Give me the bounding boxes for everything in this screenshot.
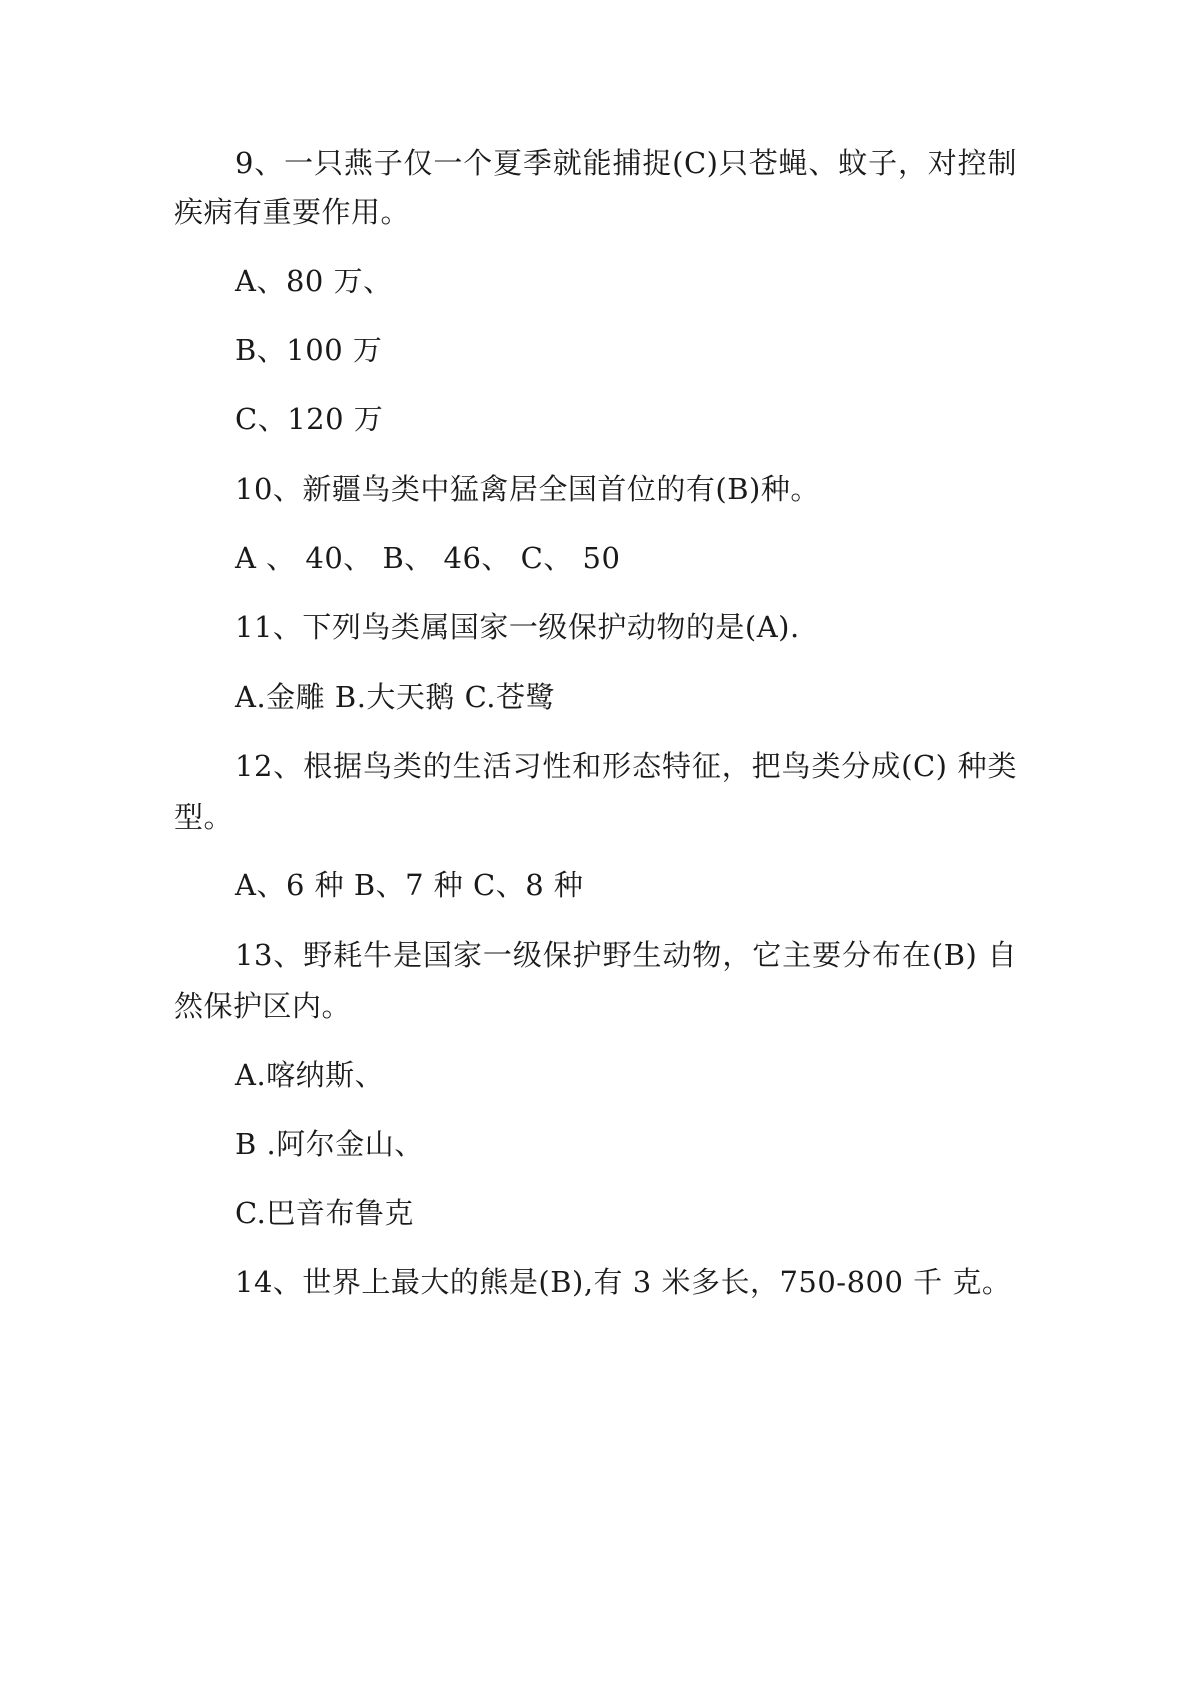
question-13-option-b: B .阿尔金山、 (235, 1127, 424, 1161)
question-13-option-a: A.喀纳斯、 (235, 1058, 385, 1092)
question-12-line-1: 12、根据鸟类的生活习性和形态特征，把鸟类分成(C) 种类 (235, 749, 1017, 783)
question-12-line-2: 型。 (174, 800, 234, 834)
question-14-line-1: 14、世界上最大的熊是(B),有 3 米多长，750-800 千 克。 (235, 1265, 1012, 1299)
question-10-line-1: 10、新疆鸟类中猛禽居全国首位的有(B)种。 (235, 472, 820, 506)
question-11-line-1: 11、下列鸟类属国家一级保护动物的是(A). (235, 610, 800, 644)
question-12-options: A、6 种 B、7 种 C、8 种 (235, 868, 584, 902)
question-9-line-1: 9、一只燕子仅一个夏季就能捕捉(C)只苍蝇、蚊子，对控制 (235, 146, 1017, 180)
question-9-option-b: B、100 万 (235, 333, 383, 367)
question-9-line-2: 疾病有重要作用。 (174, 195, 411, 229)
question-10-options: A 、 40、 B、 46、 C、 50 (235, 541, 621, 575)
question-13-option-c: C.巴音布鲁克 (235, 1196, 414, 1230)
question-9-option-a: A、80 万、 (235, 264, 393, 298)
question-13-line-1: 13、野耗牛是国家一级保护野生动物，它主要分布在(B) 自 (235, 938, 1017, 972)
question-13-line-2: 然保护区内。 (174, 989, 352, 1023)
question-11-options: A.金雕 B.大天鹅 C.苍鹭 (235, 680, 556, 714)
question-9-option-c: C、120 万 (235, 402, 384, 436)
